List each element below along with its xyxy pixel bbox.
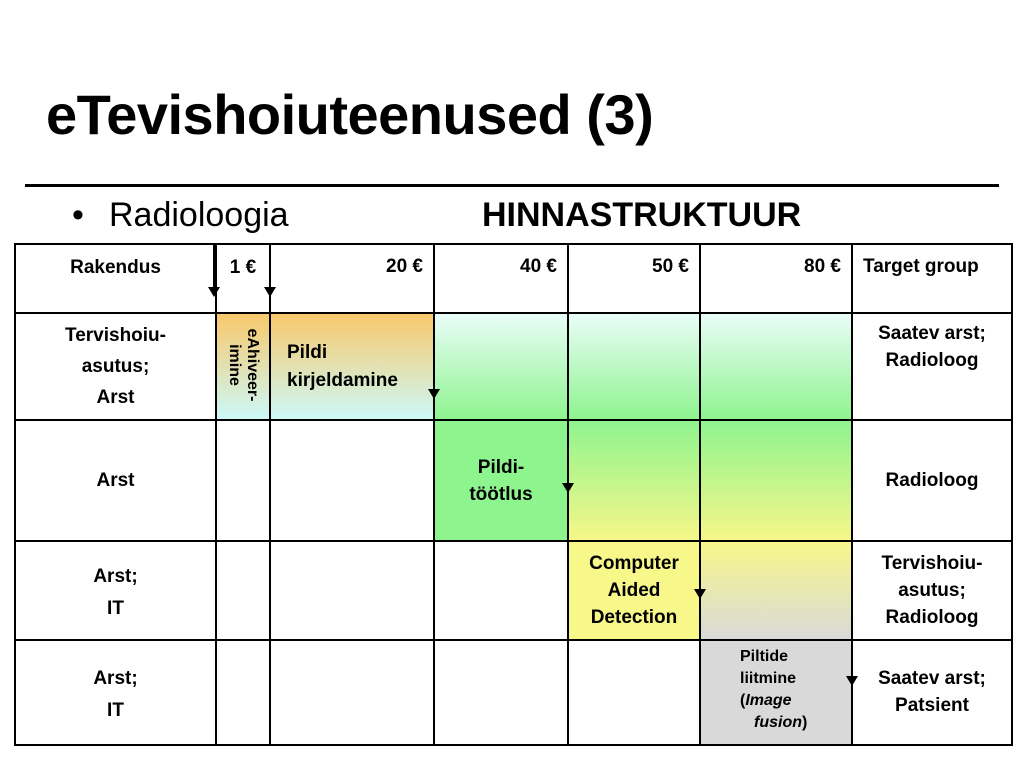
- row2-target: Radioloog: [885, 470, 979, 491]
- pricing-heading: HINNASTRUKTUUR: [482, 196, 802, 234]
- pricing-table: [14, 243, 1013, 746]
- arrow-40-eur: [567, 245, 569, 485]
- arrow-80-eur: [851, 245, 853, 678]
- header-target-group: Target group: [863, 256, 979, 277]
- row3-gradient-bg: [700, 541, 852, 640]
- eahiveer-label: eAhiveer- imine: [226, 328, 261, 402]
- grid-line: [269, 243, 271, 746]
- fusion-label: Piltide liitmine (Image fusion): [740, 648, 808, 731]
- header-50-eur: 50 €: [652, 256, 689, 277]
- row3-target: Tervishoiu- asutus; Radioloog: [881, 553, 983, 628]
- title-divider: [25, 184, 999, 187]
- grid-line: [215, 243, 217, 746]
- cad-label: Computer Aided Detection: [589, 553, 679, 628]
- arrow-50-eur: [699, 245, 701, 591]
- pildi-kirjeldamine-label: Pildi kirjeldamine: [287, 342, 398, 391]
- row4-rakendus: Arst; IT: [93, 668, 138, 721]
- bullet-text: Radioloogia: [109, 196, 289, 234]
- row3-rakendus: Arst; IT: [93, 566, 138, 619]
- page-title: eTevishoiuteenused (3): [46, 83, 654, 146]
- header-20-eur: 20 €: [386, 256, 423, 277]
- row2-rakendus: Arst: [96, 470, 135, 491]
- arrow-1-eur-left: [213, 245, 215, 289]
- row4-target: Saatev arst; Patsient: [878, 668, 986, 716]
- row1-gradient-bg: [434, 313, 852, 420]
- arrow-1-eur-right: [269, 245, 271, 289]
- row1-rakendus: Tervishoiu- asutus; Arst: [65, 325, 166, 408]
- header-rakendus: Rakendus: [70, 257, 161, 278]
- arrow-20-eur: [433, 245, 435, 391]
- header-80-eur: 80 €: [804, 256, 841, 277]
- grid-line: [14, 744, 1013, 746]
- grid-line: [1011, 243, 1013, 746]
- row1-target: Saatev arst; Radioloog: [878, 323, 986, 371]
- header-1-eur: 1 €: [229, 257, 257, 278]
- pildi-tootlus-label: Pildi- töötlus: [469, 456, 533, 505]
- bullet-dot: •: [72, 196, 84, 234]
- row2-gradient-bg: [568, 420, 852, 541]
- header-40-eur: 40 €: [520, 256, 557, 277]
